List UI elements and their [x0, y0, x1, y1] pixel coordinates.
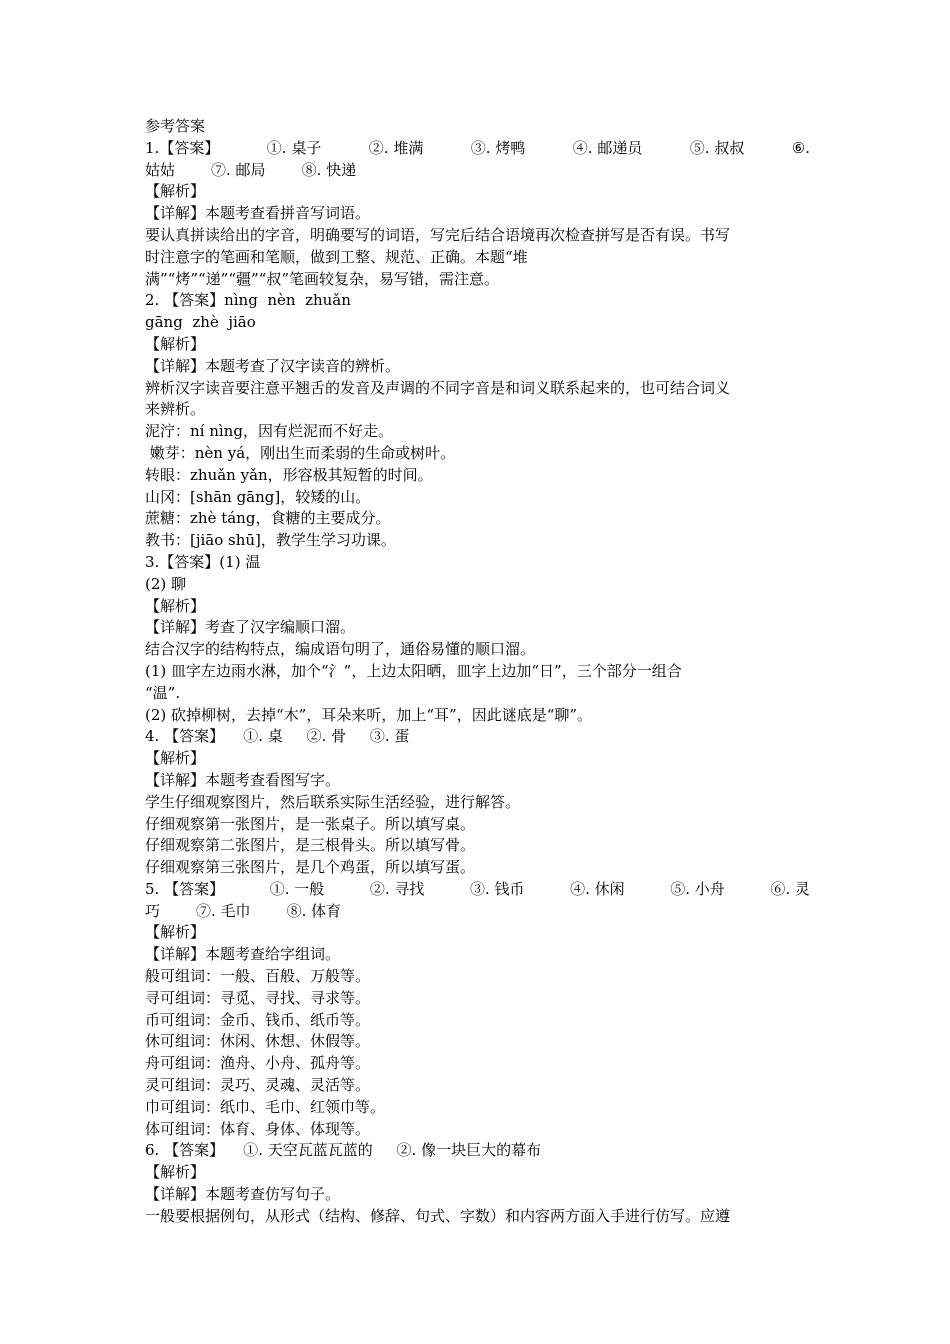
answer-item: ④. 邮递员: [572, 138, 643, 157]
detail-heading: 【详解】考查了汉字编顺口溜。: [145, 618, 356, 637]
list-item: 学生仔细观察图片，然后联系实际生活经验，进行解答。: [145, 792, 521, 811]
answer-item: ③. 烤鸭: [470, 138, 526, 157]
answer-item: ①. 一般: [269, 879, 325, 898]
list-item: 山冈：[shān gāng]，较矮的山。: [145, 487, 371, 506]
list-item: 仔细观察第三张图片，是几个鸡蛋，所以填写蛋。: [145, 858, 476, 877]
paragraph-line: 一般要根据例句，从形式（结构、修辞、句式、字数）和内容两方面入手进行仿写。应遵: [145, 1206, 731, 1225]
detail-heading: 【详解】本题考查给字组词。: [145, 945, 341, 964]
answer-item: ⑤. 小舟: [670, 879, 725, 898]
q1-answer-line-2: 姑姑 ⑦. 邮局 ⑧. 快递: [145, 160, 357, 179]
analysis-heading: 【解析】: [145, 596, 206, 615]
list-item: 舟可组词：渔舟、小舟、孤舟等。: [145, 1054, 371, 1073]
answer-item: ②. 寻找: [369, 879, 425, 898]
answer-item: ③. 钱币: [469, 879, 525, 898]
list-item: 教书：[jiāo shū]，教学生学习功课。: [145, 531, 396, 550]
q5-answer-line: [145, 879, 810, 901]
q2-answer-line-2: gāng zhè jiāo: [145, 313, 256, 332]
answer-item: ⑥.: [791, 138, 810, 157]
analysis-heading: 【解析】: [145, 923, 206, 942]
q1-label: 1.【答案】: [145, 138, 220, 157]
paragraph-line: “温”.: [145, 683, 181, 702]
analysis-heading: 【解析】: [145, 1163, 206, 1182]
answer-item: ⑤. 叔叔: [689, 138, 745, 157]
paragraph-line: 来辨析。: [145, 400, 206, 419]
list-item: 般可组词：一般、百般、万般等。: [145, 967, 371, 986]
analysis-heading: 【解析】: [145, 749, 206, 768]
answer-document: [145, 116, 810, 1228]
paragraph-line: (1) 皿字左边雨水淋，加个“氵”，上边太阳晒，皿字上边加“日”，三个部分一组合: [145, 661, 682, 680]
list-item: 仔细观察第一张图片，是一张桌子。所以填写桌。: [145, 814, 476, 833]
paragraph-line: 满”“烤”“递”“疆”“叔”笔画较复杂，易写错，需注意。: [145, 269, 500, 288]
list-item: 转眼：zhuǎn yǎn，形容极其短暂的时间。: [145, 465, 433, 484]
analysis-heading: 【解析】: [145, 182, 206, 201]
q1-answer-line: [145, 138, 810, 160]
q3-answer-line-2: (2) 聊: [145, 574, 187, 593]
q5-label: 5. 【答案】: [145, 879, 225, 898]
list-item: 嫩芽：nèn yá，刚出生而柔弱的生命或树叶。: [145, 443, 456, 462]
list-item: 灵可组词：灵巧、灵魂、灵活等。: [145, 1076, 371, 1095]
list-item: 泥泞：ní nìng，因有烂泥而不好走。: [145, 422, 393, 441]
detail-heading: 【详解】本题考查看拼音写词语。: [145, 204, 371, 223]
q4-answer-line: 4. 【答案】 ①. 桌 ②. 骨 ③. 蛋: [145, 727, 410, 746]
answer-item: ②. 堆满: [368, 138, 424, 157]
list-item: 体可组词：体育、身体、体现等。: [145, 1119, 371, 1138]
analysis-heading: 【解析】: [145, 334, 206, 353]
q2-answer-line: 2. 【答案】nìng nèn zhuǎn: [145, 291, 351, 310]
q3-answer-line: 3.【答案】(1) 温: [145, 552, 261, 571]
detail-heading: 【详解】本题考查了汉字读音的辨析。: [145, 356, 401, 375]
list-item: 寻可组词：寻觅、寻找、寻求等。: [145, 988, 371, 1007]
q5-answer-line-2: 巧 ⑦. 毛巾 ⑧. 体育: [145, 901, 342, 920]
list-item: 仔细观察第二张图片，是三根骨头。所以填写骨。: [145, 836, 476, 855]
q6-answer-line: 6. 【答案】 ①. 天空瓦蓝瓦蓝的 ②. 像一块巨大的幕布: [145, 1141, 542, 1160]
answer-item: ⑥. 灵: [770, 879, 810, 898]
answer-item: ①. 桌子: [266, 138, 322, 157]
document-title: 参考答案: [145, 117, 206, 135]
paragraph-line: 结合汉字的结构特点，编成语句明了，通俗易懂的顺口溜。: [145, 640, 536, 659]
answer-item: ④. 休闲: [570, 879, 625, 898]
list-item: 巾可组词：纸巾、毛巾、红领巾等。: [145, 1097, 386, 1116]
list-item: 休可组词：休闲、休想、休假等。: [145, 1032, 371, 1051]
list-item: 蔗糖：zhè táng，食糖的主要成分。: [145, 509, 391, 528]
detail-heading: 【详解】本题考查仿写句子。: [145, 1185, 341, 1204]
paragraph-line: 时注意字的笔画和笔顺，做到工整、规范、正确。本题“堆: [145, 247, 528, 266]
paragraph-line: (2) 砍掉柳树，去掉“木”，耳朵来听，加上“耳”，因此谜底是“聊”。: [145, 705, 593, 724]
list-item: 币可组词：金币、钱币、纸币等。: [145, 1010, 371, 1029]
paragraph-line: 要认真拼读给出的字音，明确要写的词语，写完后结合语境再次检查拼写是否有误。书写: [145, 225, 731, 244]
paragraph-line: 辨析汉字读音要注意平翘舌的发音及声调的不同字音是和词义联系起来的，也可结合词义: [145, 378, 731, 397]
detail-heading: 【详解】本题考查看图写字。: [145, 770, 341, 789]
